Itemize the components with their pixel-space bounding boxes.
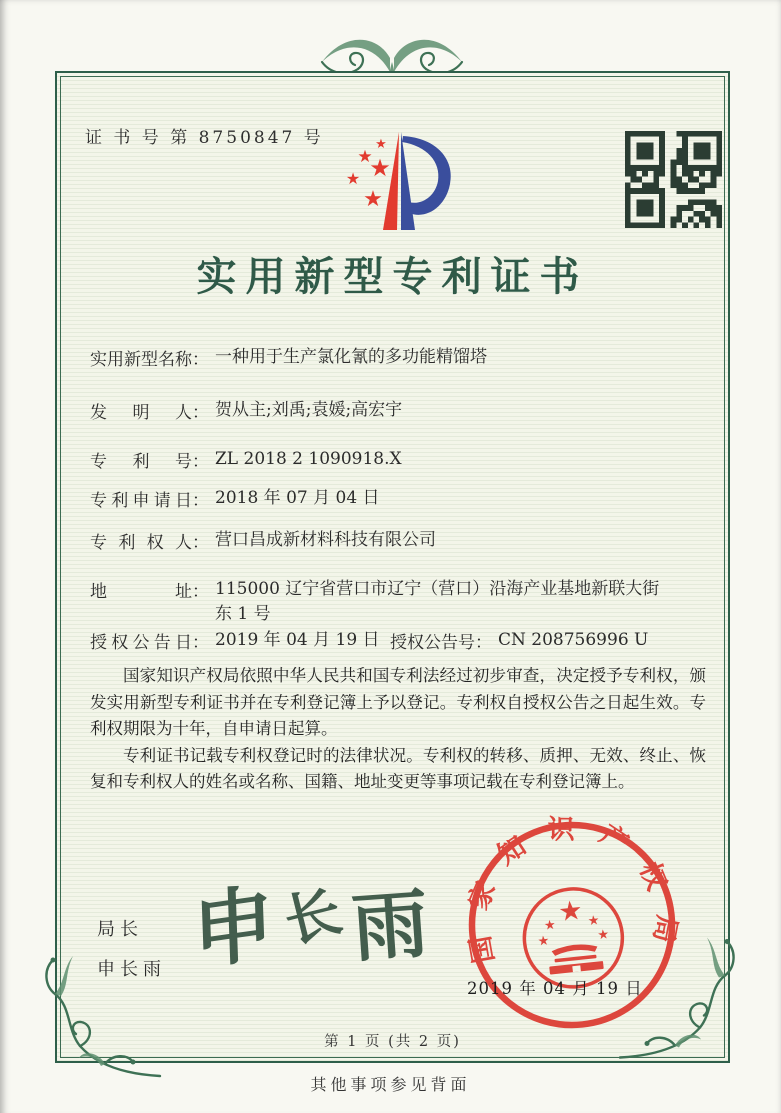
field-value: 贺从主;刘禹;袁媛;高宏宇 — [215, 400, 403, 420]
field-value: 2019 年 04 月 19 日 — [215, 630, 380, 650]
field-address: 地址 ： 115000 辽宁省营口市辽宁（营口）沿海产业基地新联大街东 1 号 — [90, 577, 704, 627]
certificate-title: 实用新型专利证书 — [196, 253, 589, 300]
certificate-number: 证 书 号 第 8750847 号 — [85, 128, 324, 148]
legal-paragraph-1: 国家知识产权局依照中华人民共和国专利法经过初步审查，决定授予专利权，颁发实用新型专利证书并在专利登记簿上予以登记。专利权自授权公告之日起生效。专利权期限为十年，自申请日起算。 — [90, 666, 706, 738]
logo-p-bowl — [402, 136, 451, 215]
cnipa-logo — [333, 126, 465, 242]
svg-text:★: ★ — [596, 927, 610, 944]
svg-text:★: ★ — [363, 187, 383, 212]
svg-text:★: ★ — [543, 917, 557, 934]
legal-text — [90, 663, 706, 796]
certificate-border-frame — [55, 71, 730, 1063]
field-patent-number: 专利号 ： ZL 2018 2 1090918.X — [90, 449, 402, 472]
field-label: 专利申请日 — [90, 491, 192, 511]
official-seal — [455, 808, 690, 1043]
qr-code — [625, 131, 722, 228]
field-value: 一种用于生产氯化氰的多功能精馏塔 — [215, 347, 487, 367]
svg-text:★: ★ — [357, 147, 373, 167]
field-value: ZL 2018 2 1090918.X — [215, 449, 402, 469]
logo-tower-blue — [401, 132, 415, 230]
director-block — [97, 915, 166, 995]
seal-date: 2019 年 04 月 19 日 — [467, 979, 643, 998]
logo-stars — [346, 137, 391, 212]
svg-text:★: ★ — [587, 913, 601, 930]
svg-text:★: ★ — [345, 169, 361, 188]
back-side-note: 其他事项参见背面 — [310, 1075, 471, 1094]
field-label: 地址 — [90, 582, 192, 602]
director-name: 申长雨 — [97, 959, 166, 980]
field-grant-date-and-number: 授权公告日 ： 2019 年 04 月 19 日 授权公告号 ： CN 208756996 U — [90, 630, 649, 653]
director-signature: 申长雨 — [190, 874, 432, 982]
field-grant-number: 授权公告号 ： CN 208756996 U — [390, 630, 649, 653]
field-value: 2018 年 07 月 04 日 — [215, 488, 380, 508]
field-patentee: 专利权人 ： 营口昌成新材料科技有限公司 — [90, 530, 436, 553]
field-filing-date: 专利申请日 ： 2018 年 07 月 04 日 — [90, 488, 380, 511]
field-label: 专利号 — [90, 452, 192, 472]
field-label: 授权公告日 — [90, 633, 192, 653]
svg-text:★: ★ — [556, 894, 585, 929]
svg-text:★: ★ — [375, 137, 387, 152]
field-value: 营口昌成新材料科技有限公司 — [215, 530, 436, 550]
field-label: 实用新型名称 — [90, 350, 192, 370]
field-label: 发明人 — [90, 403, 192, 423]
legal-paragraph-2: 专利证书记载专利权登记时的法律状况。专利权的转移、质押、无效、终止、恢复和专利权人的姓名或名称、国籍、地址变更等事项记载在专利登记簿上。 — [90, 745, 706, 791]
svg-text:★: ★ — [369, 154, 391, 182]
director-title: 局长 — [97, 919, 143, 940]
seal-arc-text: 国家知识产权局 — [461, 814, 683, 967]
field-utility-model-name: 实用新型名称 ： 一种用于生产氯化氰的多功能精馏塔 — [90, 347, 487, 370]
field-inventors: 发明人 ： 贺从主;刘禹;袁媛;高宏宇 — [90, 400, 403, 423]
field-label: 专利权人 — [90, 533, 192, 553]
field-value: 115000 辽宁省营口市辽宁（营口）沿海产业基地新联大街东 1 号 — [215, 579, 660, 624]
field-value: CN 208756996 U — [498, 630, 649, 650]
svg-text:★: ★ — [536, 933, 551, 950]
page-indicator: 第 1 页 (共 2 页) — [324, 1034, 461, 1050]
field-label: 授权公告号 — [390, 633, 475, 653]
